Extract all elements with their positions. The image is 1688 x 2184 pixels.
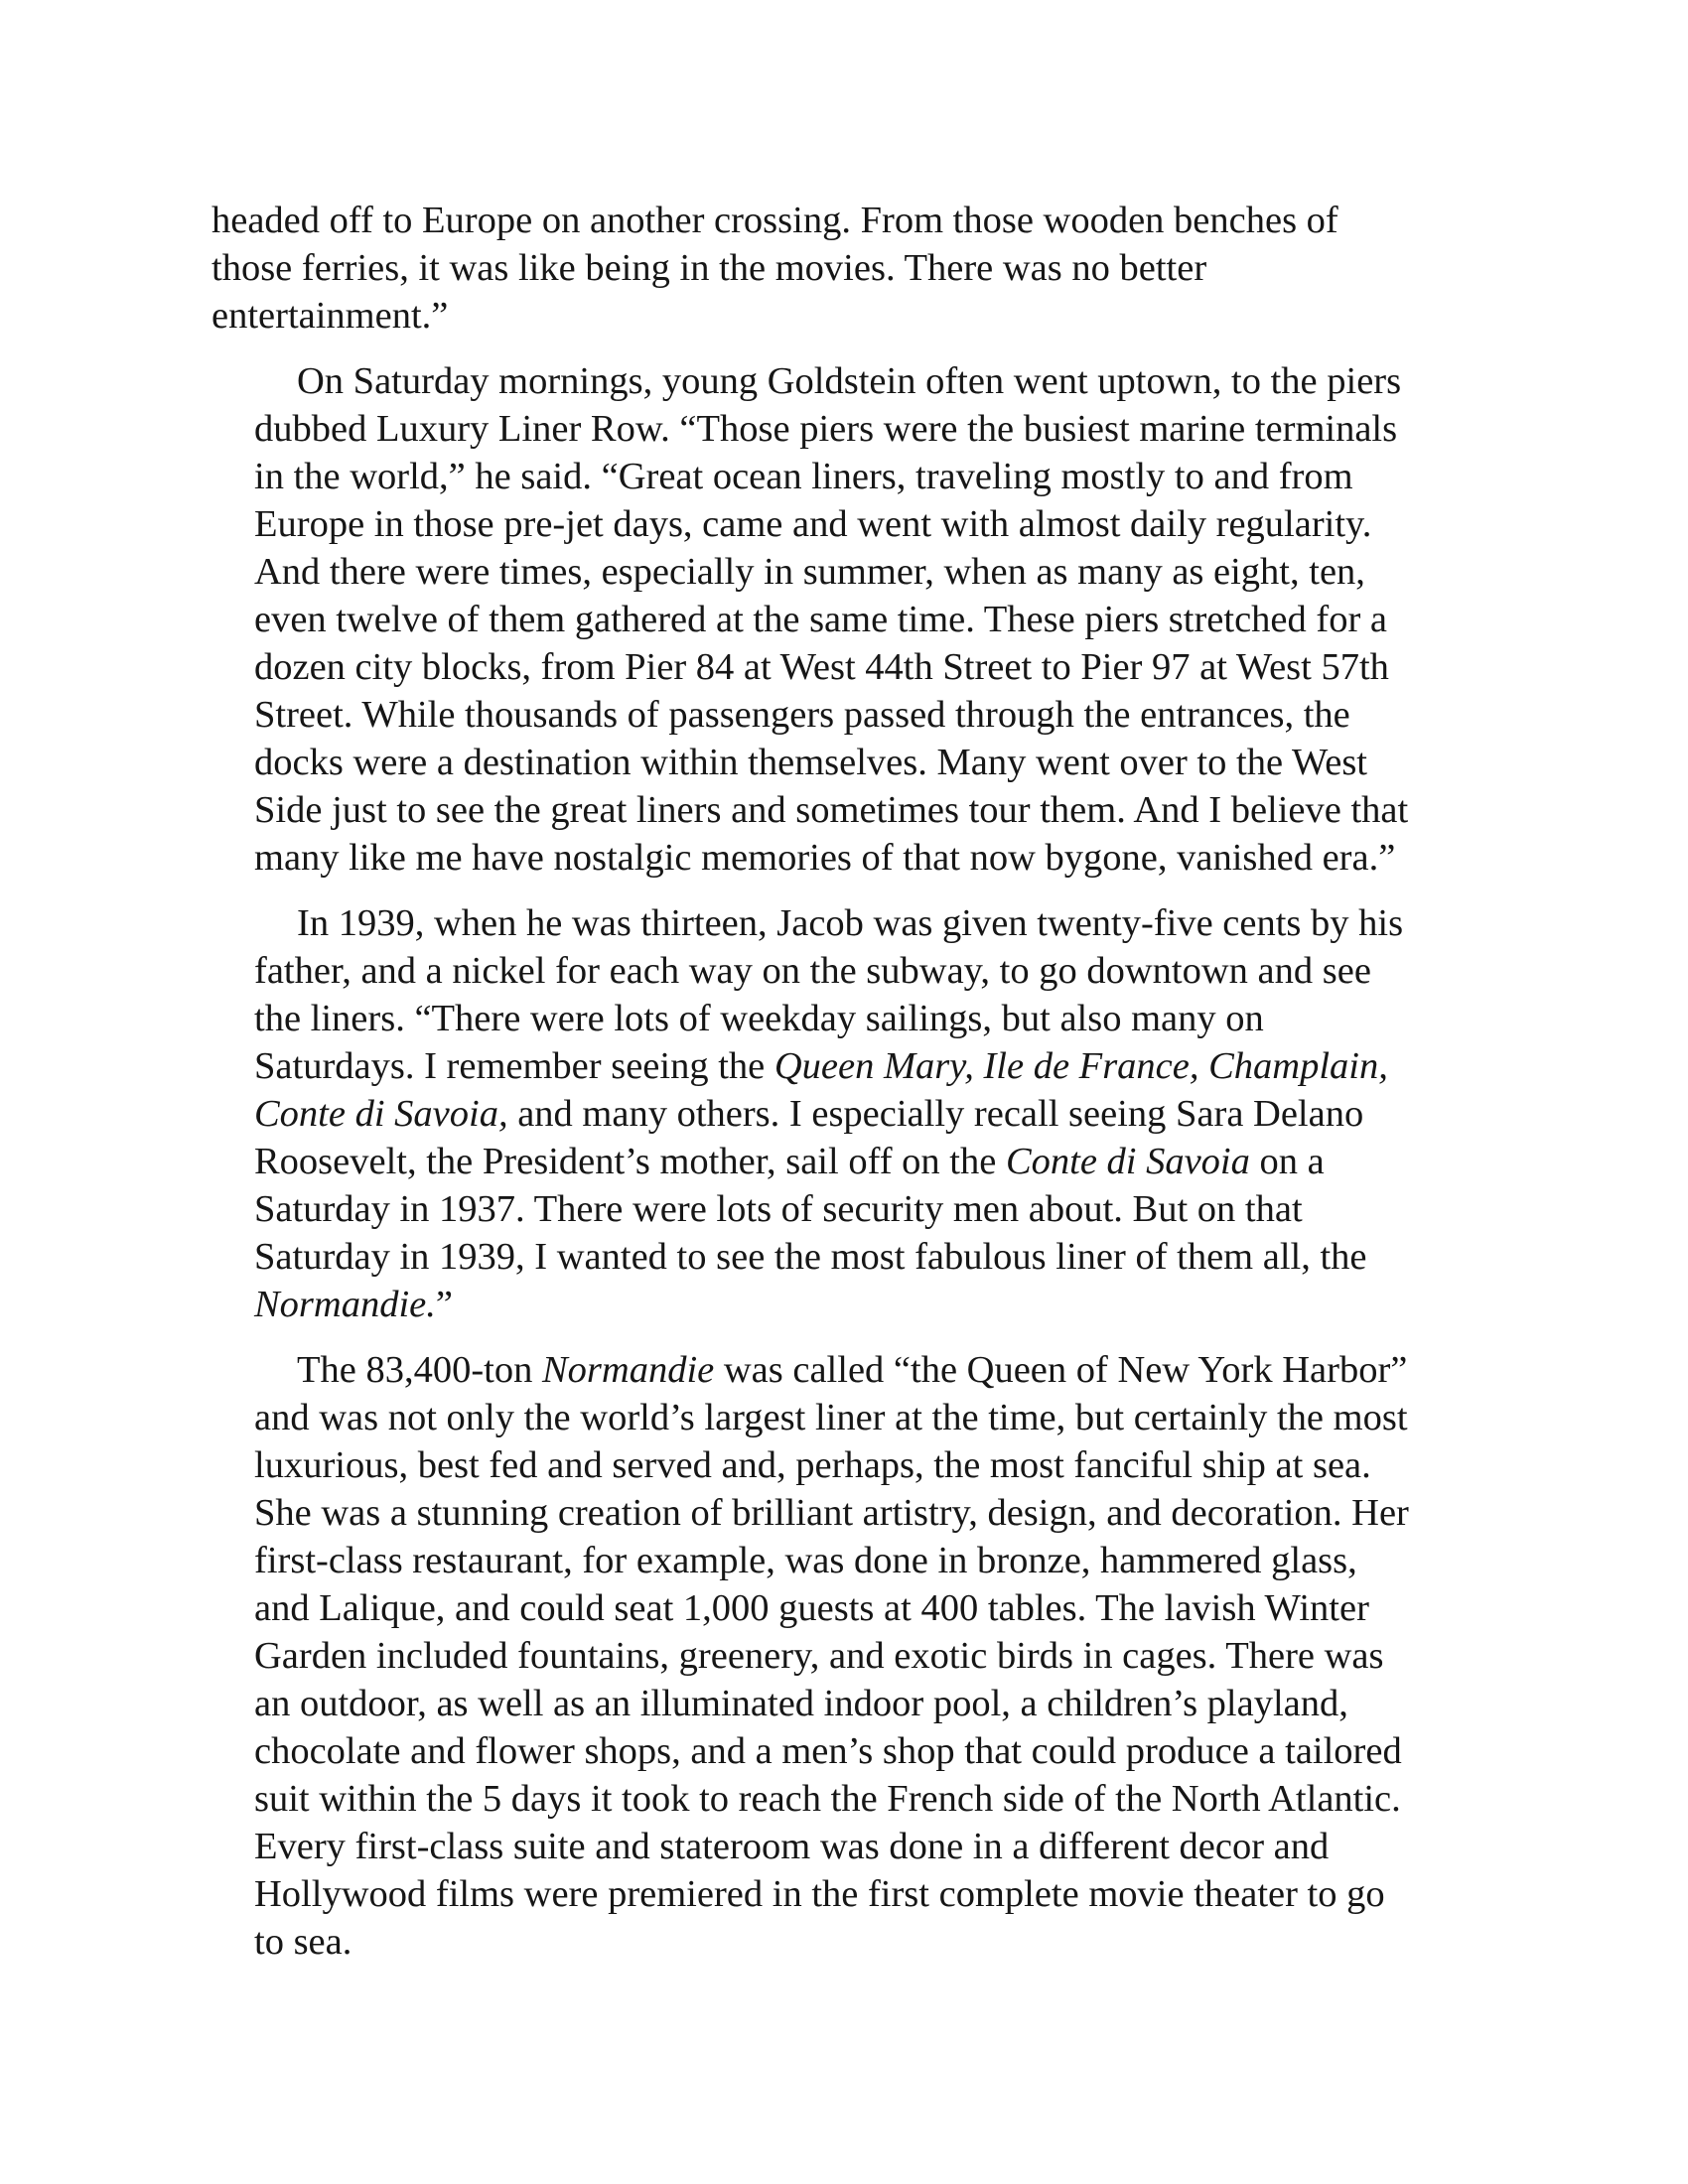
ship-name-italic: Normandie.: [254, 1284, 436, 1325]
text-line: [211, 1090, 1492, 1138]
text-line: suit within the 5 days it took to reach the French side of the North Atlantic.: [254, 1778, 1401, 1820]
text-line: In 1939, when he was thirteen, Jacob was given twenty-five cents by his: [297, 902, 1404, 944]
text-line: Side just to see the great liners and sometimes tour them. And I believe that: [254, 789, 1409, 831]
text-line: Every first-class suite and stateroom was done in a different decor and: [254, 1826, 1330, 1867]
text-line: On Saturday mornings, young Goldstein often went uptown, to the piers: [297, 360, 1402, 402]
ship-names-italic: Queen Mary, Ile de France, Champlain,: [774, 1045, 1388, 1087]
text-line: entertainment.”: [211, 295, 449, 337]
text-line: Saturday in 1937. There were lots of security men about. But on that: [254, 1188, 1303, 1230]
text-line: in the world,” he said. “Great ocean liners, traveling mostly to and from: [254, 456, 1353, 497]
text-line: She was a stunning creation of brilliant artistry, design, and decoration. Her: [254, 1492, 1409, 1534]
text-line: Hollywood films were premiered in the first complete movie theater to go: [254, 1873, 1385, 1915]
text-line: dozen city blocks, from Pier 84 at West 44th Street to Pier 97 at West 57th: [254, 646, 1389, 688]
text-line: and was not only the world’s largest liner at the time, but certainly the most: [254, 1397, 1408, 1438]
text-run: Roosevelt, the President’s mother, sail off on the: [254, 1141, 1006, 1182]
text-line: even twelve of them gathered at the same time. These piers stretched for a: [254, 599, 1387, 640]
document-page: [211, 197, 1492, 1983]
text-line: an outdoor, as well as an illuminated indoor pool, a children’s playland,: [254, 1683, 1348, 1724]
text-line: Garden included fountains, greenery, and exotic birds in cages. There was: [254, 1635, 1384, 1677]
text-line: father, and a nickel for each way on the subway, to go downtown and see: [254, 950, 1371, 992]
text-line: many like me have nostalgic memories of that now bygone, vanished era.”: [254, 837, 1396, 879]
text-line: chocolate and flower shops, and a men’s shop that could produce a tailored: [254, 1730, 1402, 1772]
text-line: the liners. “There were lots of weekday sailings, but also many on: [254, 998, 1264, 1039]
text-run: and many others. I especially recall seeing Sara Delano: [507, 1093, 1364, 1135]
text-line: [211, 1281, 1492, 1328]
text-line: And there were times, especially in summer, when as many as eight, ten,: [254, 551, 1365, 593]
text-line: Europe in those pre-jet days, came and went with almost daily regularity.: [254, 503, 1372, 545]
text-line: to sea.: [254, 1921, 352, 1963]
text-line: [211, 1042, 1492, 1090]
text-line: Street. While thousands of passengers passed through the entrances, the: [254, 694, 1350, 736]
ship-name-italic: Conte di Savoia: [1005, 1141, 1250, 1182]
text-run: The 83,400-ton: [297, 1349, 542, 1391]
text-line: first-class restaurant, for example, was done in bronze, hammered glass,: [254, 1540, 1357, 1581]
text-run: on a: [1249, 1141, 1325, 1182]
ship-name-italic: Conte di Savoia,: [254, 1093, 508, 1135]
text-line: luxurious, best fed and served and, perhaps, the most fanciful ship at sea.: [254, 1444, 1371, 1486]
text-line: docks were a destination within themselves. Many went over to the West: [254, 742, 1367, 783]
text-line: those ferries, it was like being in the movies. There was no better: [211, 247, 1207, 289]
paragraph-continuation: [211, 197, 1492, 340]
text-line: headed off to Europe on another crossing. From those wooden benches of: [211, 200, 1338, 241]
text-line: [211, 1346, 1492, 1394]
ship-name-italic: Normandie: [542, 1349, 715, 1391]
paragraph-luxury-liner-row: [211, 357, 1492, 882]
text-line: [211, 1138, 1492, 1185]
text-line: dubbed Luxury Liner Row. “Those piers were the busiest marine terminals: [254, 408, 1398, 450]
paragraph-1939-visit: [211, 899, 1492, 1328]
text-line: and Lalique, and could seat 1,000 guests at 400 tables. The lavish Winter: [254, 1587, 1369, 1629]
text-run: was called “the Queen of New York Harbor”: [714, 1349, 1408, 1391]
text-run: Saturdays. I remember seeing the: [254, 1045, 774, 1087]
text-line: Saturday in 1939, I wanted to see the most fabulous liner of them all, the: [254, 1236, 1367, 1278]
text-run: ”: [435, 1284, 453, 1325]
paragraph-normandie-description: [211, 1346, 1492, 1966]
